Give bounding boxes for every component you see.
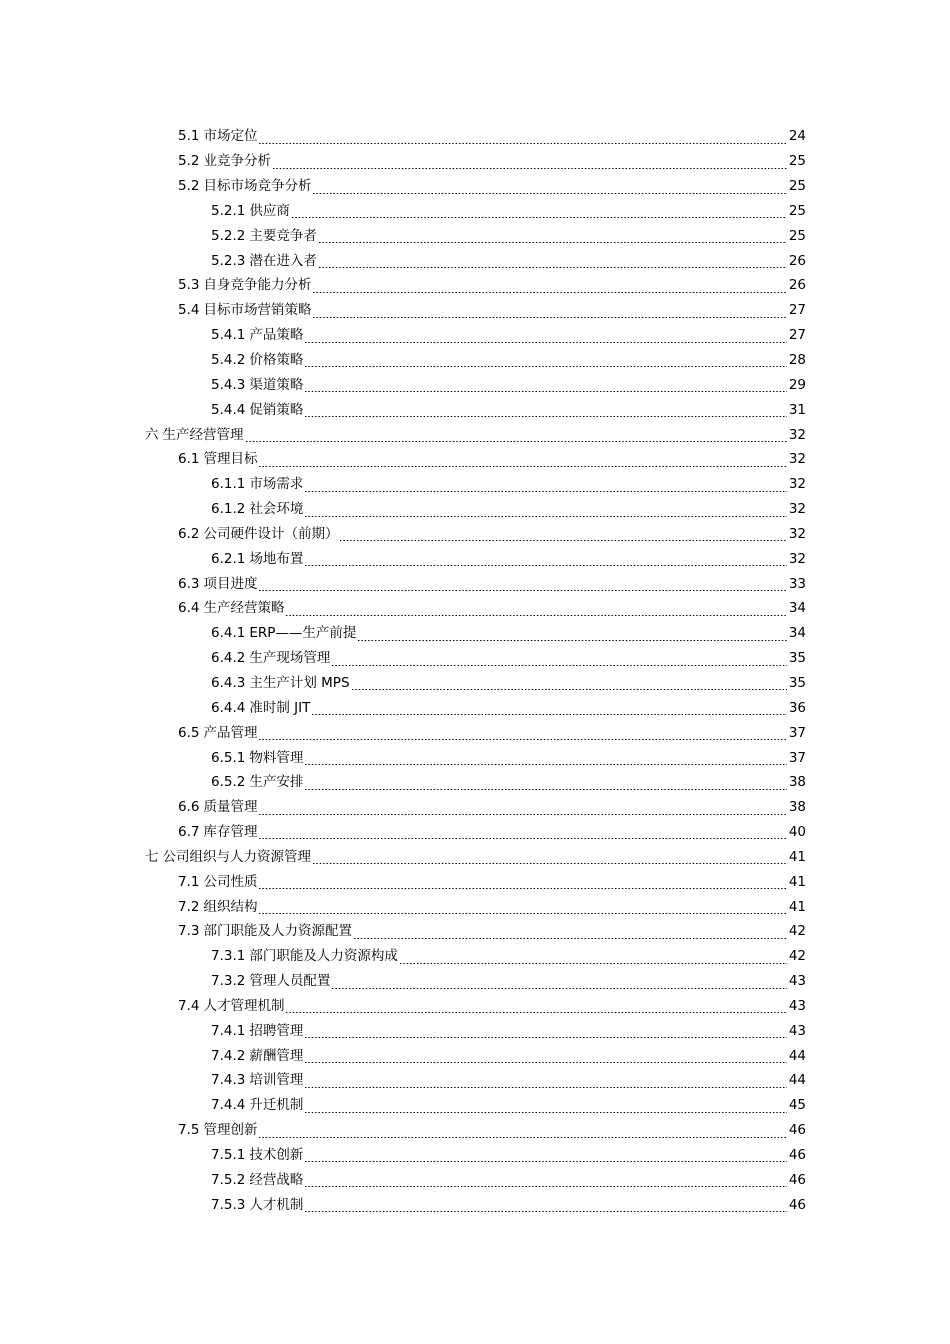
dot-leader — [311, 714, 787, 715]
toc-entry-page-number: 27 — [788, 327, 806, 344]
toc-entry-page-number: 31 — [788, 401, 806, 418]
toc-entry[interactable] — [178, 1118, 950, 1143]
toc-entry-number: 7.3.2 — [211, 973, 246, 990]
toc-entry[interactable] — [211, 1043, 950, 1068]
toc-entry-title: 公司硬件设计（前期） — [203, 525, 339, 542]
dot-leader — [285, 1012, 787, 1013]
toc-entry-title: 项目进度 — [203, 575, 258, 592]
dot-leader — [291, 217, 787, 218]
toc-entry[interactable] — [178, 919, 950, 944]
toc-entry-title: 市场定位 — [203, 128, 258, 145]
toc-entry-number: 7.2 — [178, 898, 200, 915]
toc-entry-number: 5.2.1 — [211, 202, 246, 219]
dot-leader — [304, 342, 787, 343]
dot-leader — [318, 267, 787, 268]
dot-leader — [258, 1137, 787, 1138]
toc-entry[interactable] — [211, 1018, 950, 1043]
toc-entry-number: 5.2 — [178, 178, 200, 195]
toc-entry-number: 6.2 — [178, 525, 200, 542]
toc-entry-page-number: 32 — [788, 501, 806, 518]
dot-leader — [258, 466, 787, 467]
toc-entry-page-number: 46 — [788, 1122, 806, 1139]
dot-leader — [258, 814, 787, 815]
toc-entry-number: 7.1 — [178, 873, 200, 890]
toc-entry-title: 经营战略 — [249, 1171, 304, 1188]
toc-entry-title: 库存管理 — [203, 824, 258, 841]
dot-leader — [258, 913, 787, 914]
toc-entry-page-number: 32 — [788, 525, 806, 542]
dot-leader — [304, 1037, 787, 1038]
toc-entry[interactable] — [211, 248, 950, 273]
toc-entry-page-number: 46 — [788, 1147, 806, 1164]
toc-entry-title: 目标市场竞争分析 — [203, 178, 312, 195]
toc-entry-title: 薪酬管理 — [249, 1047, 304, 1064]
toc-entry-title: 管理人员配置 — [249, 973, 331, 990]
toc-entry[interactable] — [211, 1068, 950, 1093]
dot-leader — [304, 764, 787, 765]
toc-entry-page-number: 33 — [788, 575, 806, 592]
toc-entry-title: 生产安排 — [249, 774, 304, 791]
dot-leader — [399, 963, 787, 964]
toc-entry-number: 七 — [145, 848, 159, 865]
toc-entry-number: 7.5 — [178, 1122, 200, 1139]
toc-entry-number: 7.4.2 — [211, 1047, 246, 1064]
toc-entry-title: 产品策略 — [249, 327, 304, 344]
toc-entry[interactable] — [178, 298, 950, 323]
toc-entry[interactable] — [211, 1167, 950, 1192]
toc-entry-number: 5.4.2 — [211, 352, 246, 369]
dot-leader — [258, 590, 787, 591]
toc-entry-number: 6.2.1 — [211, 550, 246, 567]
toc-entry[interactable] — [178, 596, 950, 621]
toc-entry-number: 7.4 — [178, 997, 200, 1014]
dot-leader — [258, 838, 787, 839]
toc-entry[interactable] — [178, 894, 950, 919]
toc-entry-number: 7.4.1 — [211, 1022, 246, 1039]
toc-entry-number: 6.5.1 — [211, 749, 246, 766]
toc-entry[interactable] — [178, 273, 950, 298]
toc-entry-page-number: 44 — [788, 1072, 806, 1089]
dot-leader — [272, 168, 787, 169]
toc-entry[interactable] — [211, 671, 950, 696]
dot-leader — [304, 516, 787, 517]
toc-entry-number: 6.1.1 — [211, 476, 246, 493]
toc-entry-title: 质量管理 — [203, 799, 258, 816]
toc-entry[interactable] — [211, 646, 950, 671]
toc-entry-title: 公司性质 — [203, 873, 258, 890]
toc-entry[interactable] — [145, 844, 950, 869]
toc-entry-number: 6.4 — [178, 600, 200, 617]
toc-entry-number: 6.4.3 — [211, 674, 246, 691]
toc-entry-page-number: 43 — [788, 997, 806, 1014]
toc-entry-title: 自身竞争能力分析 — [203, 277, 312, 294]
dot-leader — [304, 1186, 787, 1187]
toc-entry-title: 招聘管理 — [249, 1022, 304, 1039]
toc-entry[interactable] — [211, 745, 950, 770]
toc-entry-title: 准时制 JIT — [249, 699, 311, 716]
toc-entry-page-number: 25 — [788, 153, 806, 170]
toc-entry-title: 管理创新 — [203, 1122, 258, 1139]
toc-entry-page-number: 38 — [788, 799, 806, 816]
toc-entry-title: 人才机制 — [249, 1196, 304, 1213]
toc-entry-page-number: 24 — [788, 128, 806, 145]
dot-leader — [304, 1087, 787, 1088]
dot-leader — [304, 1112, 787, 1113]
dot-leader — [258, 888, 787, 889]
toc-entry-page-number: 37 — [788, 749, 806, 766]
toc-entry-title: 培训管理 — [249, 1072, 304, 1089]
toc-entry-page-number: 43 — [788, 1022, 806, 1039]
toc-entry-page-number: 25 — [788, 178, 806, 195]
toc-entry-page-number: 44 — [788, 1047, 806, 1064]
toc-entry-title: 生产现场管理 — [249, 650, 331, 667]
dot-leader — [304, 1211, 787, 1212]
toc-entry[interactable] — [211, 969, 950, 994]
toc-entry-page-number: 36 — [788, 699, 806, 716]
dot-leader — [331, 988, 787, 989]
toc-entry-page-number: 26 — [788, 277, 806, 294]
toc-entry-page-number: 45 — [788, 1097, 806, 1114]
toc-entry[interactable] — [178, 174, 950, 199]
table-of-contents — [0, 124, 950, 1217]
toc-entry-title: 物料管理 — [249, 749, 304, 766]
toc-entry-number: 六 — [145, 426, 159, 443]
toc-entry-number: 7.5.3 — [211, 1196, 246, 1213]
toc-entry-title: 生产经营策略 — [203, 600, 285, 617]
toc-entry-page-number: 41 — [788, 898, 806, 915]
dot-leader — [304, 1161, 787, 1162]
toc-entry[interactable] — [211, 323, 950, 348]
toc-entry[interactable] — [178, 571, 950, 596]
dot-leader — [304, 565, 787, 566]
toc-entry[interactable] — [145, 422, 950, 447]
toc-entry-page-number: 35 — [788, 650, 806, 667]
toc-entry-number: 7.5.1 — [211, 1147, 246, 1164]
dot-leader — [258, 143, 787, 144]
toc-entry-page-number: 46 — [788, 1196, 806, 1213]
toc-entry-page-number: 34 — [788, 625, 806, 642]
toc-entry-number: 6.4.4 — [211, 699, 246, 716]
toc-entry-title: 主生产计划 MPS — [249, 674, 350, 691]
toc-entry[interactable] — [178, 447, 950, 472]
toc-entry[interactable] — [211, 1143, 950, 1168]
dot-leader — [304, 1062, 787, 1063]
toc-entry-page-number: 29 — [788, 376, 806, 393]
toc-entry[interactable] — [178, 522, 950, 547]
toc-entry-title: 人才管理机制 — [203, 997, 285, 1014]
dot-leader — [304, 366, 787, 367]
toc-entry-number: 7.3 — [178, 923, 200, 940]
toc-entry-number: 6.6 — [178, 799, 200, 816]
toc-entry-page-number: 34 — [788, 600, 806, 617]
toc-entry[interactable] — [211, 621, 950, 646]
toc-entry[interactable] — [211, 348, 950, 373]
dot-leader — [351, 689, 787, 690]
toc-entry[interactable] — [211, 1093, 950, 1118]
toc-entry-number: 6.1.2 — [211, 501, 246, 518]
toc-entry-number: 6.5.2 — [211, 774, 246, 791]
dot-leader — [304, 416, 787, 417]
toc-entry-page-number: 41 — [788, 873, 806, 890]
toc-entry-title: 技术创新 — [249, 1147, 304, 1164]
toc-entry[interactable] — [211, 546, 950, 571]
toc-entry-number: 7.5.2 — [211, 1171, 246, 1188]
toc-entry-title: 组织结构 — [203, 898, 258, 915]
toc-entry-page-number: 32 — [788, 550, 806, 567]
toc-entry[interactable] — [211, 199, 950, 224]
dot-leader — [331, 665, 787, 666]
toc-entry[interactable] — [178, 149, 950, 174]
toc-entry-page-number: 25 — [788, 227, 806, 244]
toc-entry-number: 5.2.2 — [211, 227, 246, 244]
toc-entry-page-number: 46 — [788, 1171, 806, 1188]
dot-leader — [312, 317, 787, 318]
toc-entry-page-number: 27 — [788, 302, 806, 319]
toc-entry-number: 5.1 — [178, 128, 200, 145]
toc-entry[interactable] — [211, 497, 950, 522]
toc-entry-page-number: 42 — [788, 923, 806, 940]
toc-entry-title: 部门职能及人力资源构成 — [249, 948, 398, 965]
toc-entry-title: 部门职能及人力资源配置 — [203, 923, 352, 940]
toc-entry-number: 6.4.1 — [211, 625, 246, 642]
toc-entry-title: 潜在进入者 — [249, 252, 317, 269]
toc-entry-title: 产品管理 — [203, 724, 258, 741]
toc-entry[interactable] — [178, 795, 950, 820]
toc-entry-title: 促销策略 — [249, 401, 304, 418]
toc-entry-page-number: 32 — [788, 426, 806, 443]
toc-entry-number: 6.1 — [178, 451, 200, 468]
toc-entry[interactable] — [211, 1192, 950, 1217]
toc-entry-page-number: 37 — [788, 724, 806, 741]
toc-entry-page-number: 35 — [788, 674, 806, 691]
toc-entry[interactable] — [211, 944, 950, 969]
toc-entry[interactable] — [211, 770, 950, 795]
toc-entry[interactable] — [211, 472, 950, 497]
toc-entry-title: 管理目标 — [203, 451, 258, 468]
toc-entry-number: 6.5 — [178, 724, 200, 741]
dot-leader — [357, 640, 787, 641]
dot-leader — [304, 491, 787, 492]
toc-entry-title: 市场需求 — [249, 476, 304, 493]
toc-entry-title: 场地布置 — [249, 550, 304, 567]
toc-entry-number: 5.2.3 — [211, 252, 246, 269]
toc-entry-number: 6.3 — [178, 575, 200, 592]
toc-entry-number: 5.4.4 — [211, 401, 246, 418]
toc-entry-page-number: 28 — [788, 352, 806, 369]
toc-entry-number: 7.3.1 — [211, 948, 246, 965]
toc-entry[interactable] — [211, 372, 950, 397]
dot-leader — [258, 739, 787, 740]
toc-entry-page-number: 38 — [788, 774, 806, 791]
toc-entry-title: 升迁机制 — [249, 1097, 304, 1114]
toc-entry[interactable] — [211, 397, 950, 422]
toc-entry-number: 5.3 — [178, 277, 200, 294]
toc-entry-number: 6.7 — [178, 824, 200, 841]
toc-entry-title: 目标市场营销策略 — [203, 302, 312, 319]
toc-entry-title: 供应商 — [249, 202, 290, 219]
toc-entry-page-number: 32 — [788, 476, 806, 493]
toc-entry-number: 5.2 — [178, 153, 200, 170]
dot-leader — [312, 292, 787, 293]
toc-entry-title: 公司组织与人力资源管理 — [162, 848, 311, 865]
toc-entry-title: 主要竞争者 — [249, 227, 317, 244]
toc-entry[interactable] — [211, 695, 950, 720]
toc-entry[interactable] — [178, 869, 950, 894]
dot-leader — [339, 540, 787, 541]
toc-entry-page-number: 25 — [788, 202, 806, 219]
toc-entry-page-number: 32 — [788, 451, 806, 468]
toc-entry-number: 5.4.1 — [211, 327, 246, 344]
dot-leader — [312, 863, 787, 864]
toc-entry-title: 社会环境 — [249, 501, 304, 518]
toc-entry-title: 业竞争分析 — [203, 153, 271, 170]
dot-leader — [312, 193, 787, 194]
dot-leader — [304, 789, 787, 790]
toc-entry[interactable] — [211, 223, 950, 248]
toc-entry-page-number: 26 — [788, 252, 806, 269]
toc-entry-number: 5.4 — [178, 302, 200, 319]
toc-entry[interactable] — [178, 820, 950, 845]
toc-entry-title: 价格策略 — [249, 352, 304, 369]
toc-entry-number: 7.4.3 — [211, 1072, 246, 1089]
toc-entry[interactable] — [178, 124, 950, 149]
toc-entry-page-number: 41 — [788, 848, 806, 865]
dot-leader — [245, 441, 788, 442]
toc-entry-number: 7.4.4 — [211, 1097, 246, 1114]
toc-entry-number: 6.4.2 — [211, 650, 246, 667]
toc-entry[interactable] — [178, 994, 950, 1019]
dot-leader — [304, 391, 787, 392]
toc-entry-title: ERP——生产前提 — [249, 625, 357, 642]
toc-entry-title: 生产经营管理 — [162, 426, 244, 443]
toc-entry-page-number: 40 — [788, 824, 806, 841]
dot-leader — [318, 242, 787, 243]
dot-leader — [353, 938, 787, 939]
toc-entry-page-number: 42 — [788, 948, 806, 965]
dot-leader — [285, 615, 787, 616]
toc-entry[interactable] — [178, 720, 950, 745]
toc-entry-title: 渠道策略 — [249, 376, 304, 393]
toc-entry-number: 5.4.3 — [211, 376, 246, 393]
toc-entry-page-number: 43 — [788, 973, 806, 990]
